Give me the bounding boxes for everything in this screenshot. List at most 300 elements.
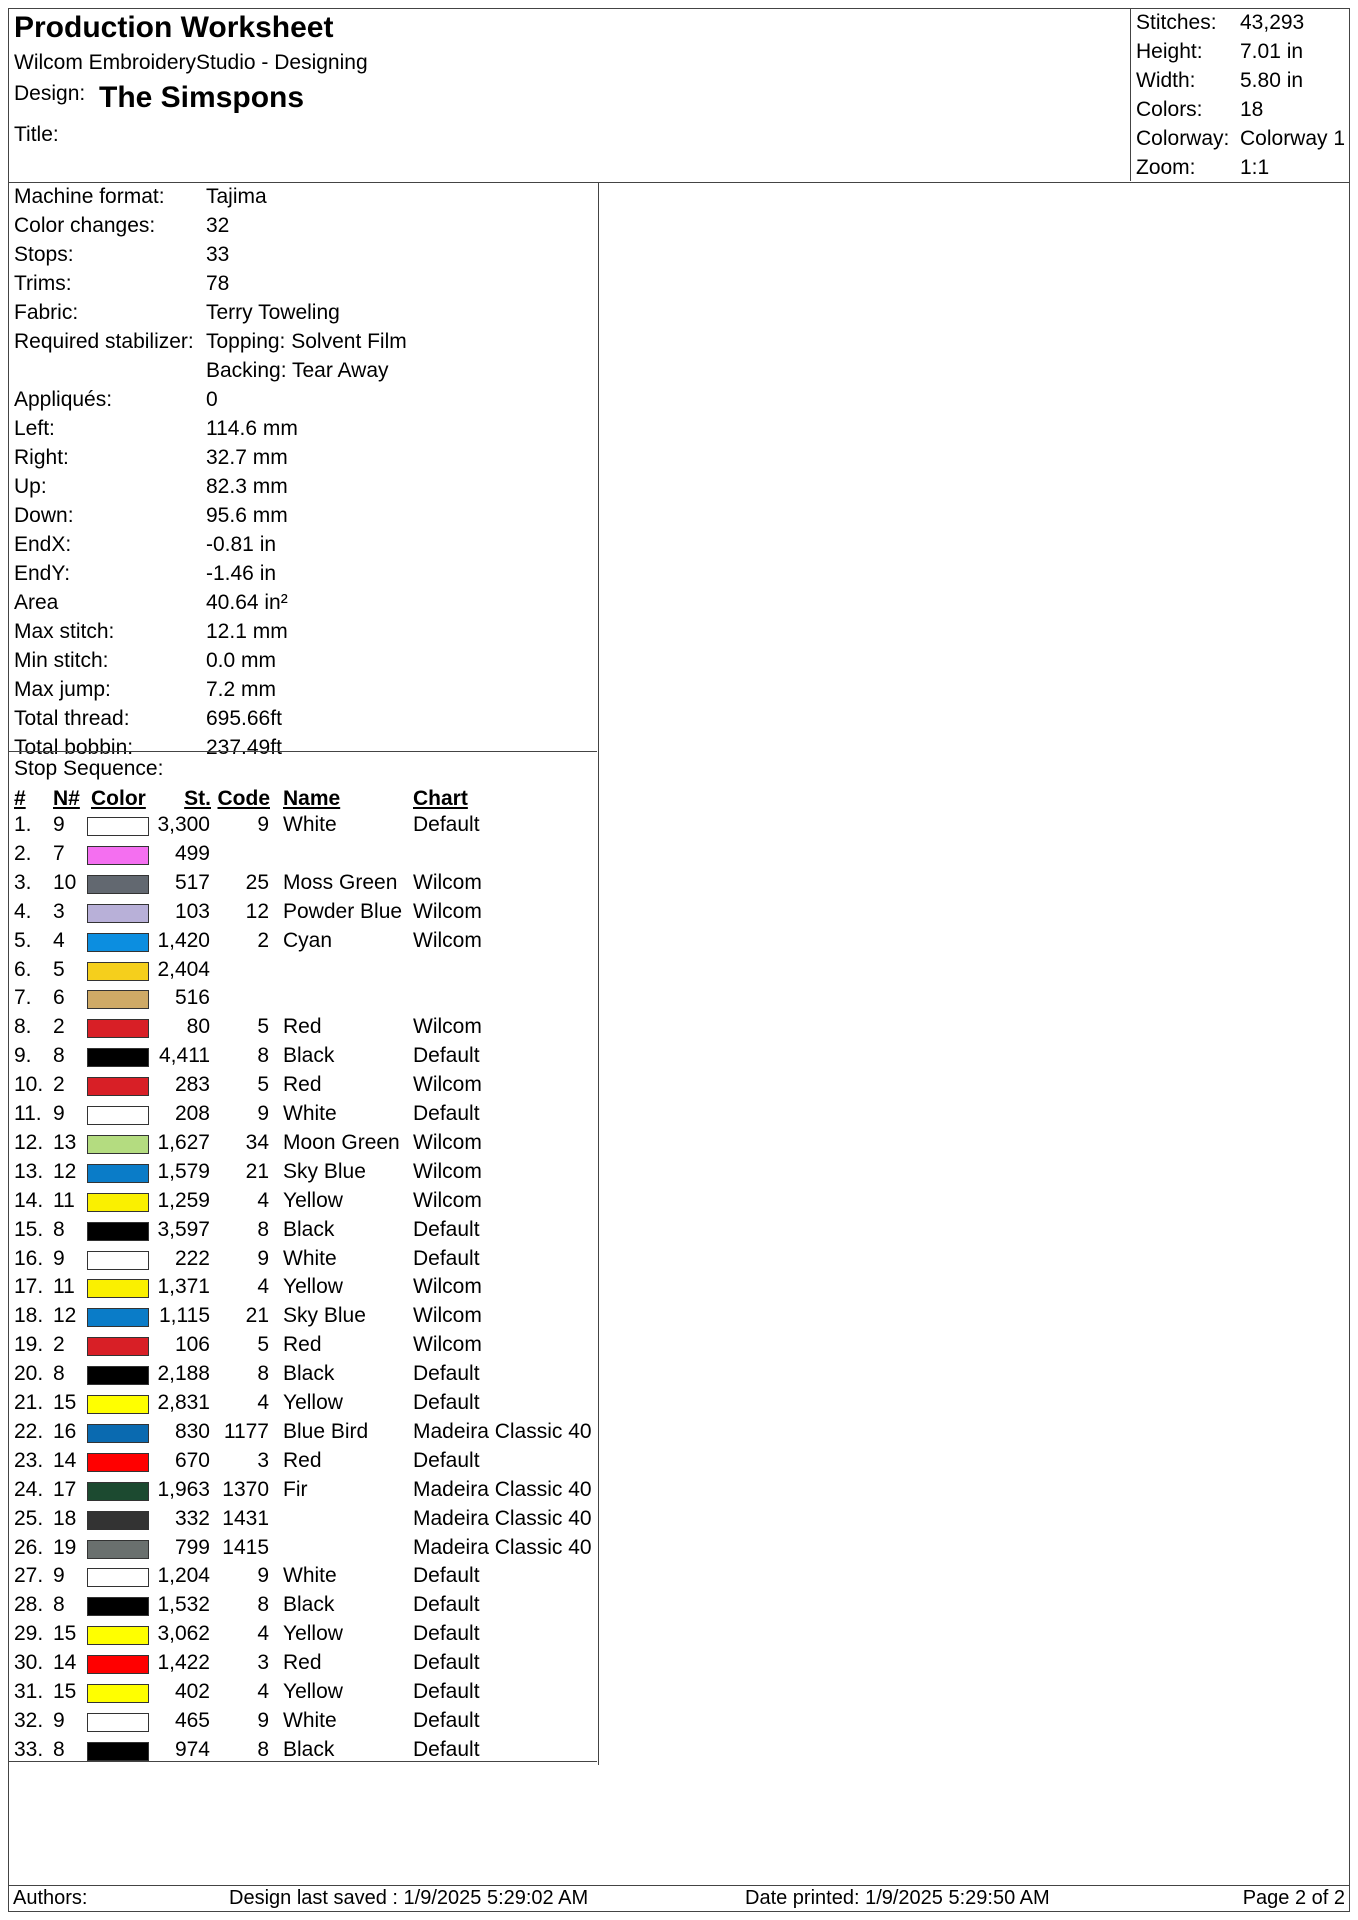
- row-code: 3: [257, 1448, 269, 1472]
- color-swatch: [87, 1077, 149, 1096]
- row-stitches: 516: [174, 986, 210, 1010]
- info-value: Topping: Solvent Film: [206, 330, 407, 353]
- row-index: 33.: [14, 1737, 44, 1761]
- row-name: Yellow: [283, 1188, 343, 1212]
- row-chart: Madeira Classic 40: [413, 1419, 592, 1443]
- row-index: 7.: [14, 986, 32, 1010]
- row-name: Sky Blue: [283, 1159, 366, 1183]
- row-index: 9.: [14, 1044, 32, 1068]
- row-code: 1177: [223, 1419, 269, 1443]
- info-label: Up:: [14, 475, 47, 498]
- row-stitches: 1,627: [157, 1130, 210, 1154]
- row-index: 5.: [14, 928, 32, 952]
- info-value: 12.1 mm: [206, 620, 288, 643]
- divider: [9, 751, 597, 752]
- stat-value: Colorway 1: [1240, 127, 1346, 150]
- info-label: Appliqués:: [14, 388, 113, 411]
- info-value: 695.66ft: [206, 707, 282, 730]
- row-stitches: 1,371: [157, 1275, 210, 1299]
- row-name: Powder Blue: [283, 899, 403, 923]
- stop-sequence-label: Stop Sequence:: [14, 757, 164, 780]
- stat-row: [1136, 11, 1350, 40]
- row-chart: Wilcom: [413, 1333, 482, 1357]
- stat-value: 7.01 in: [1240, 40, 1304, 63]
- worksheet-header: [9, 9, 1349, 183]
- row-chart: Madeira Classic 40: [413, 1535, 592, 1559]
- row-code: 5: [257, 1015, 269, 1039]
- row-name: Black: [283, 1217, 335, 1241]
- info-label: Machine format:: [14, 185, 165, 208]
- design-info-column: [9, 183, 599, 1765]
- table-row: [9, 1160, 597, 1189]
- table-row: [9, 1015, 597, 1044]
- info-label: Max stitch:: [14, 620, 115, 643]
- info-label: Min stitch:: [14, 649, 109, 672]
- table-row: [9, 1102, 597, 1131]
- row-stitches: 2,404: [157, 957, 210, 981]
- row-needle: 15: [53, 1622, 77, 1646]
- row-name: Cyan: [283, 928, 333, 952]
- row-index: 30.: [14, 1651, 44, 1675]
- info-label: Total thread:: [14, 707, 130, 730]
- row-index: 18.: [14, 1304, 44, 1328]
- row-needle: 9: [53, 1246, 65, 1270]
- table-row: [9, 1622, 597, 1651]
- row-needle: 8: [53, 1593, 65, 1617]
- row-code: 1431: [222, 1506, 269, 1530]
- color-swatch: [87, 875, 149, 894]
- color-swatch: [87, 1684, 149, 1703]
- stat-value: 43,293: [1240, 11, 1305, 34]
- row-chart: Wilcom: [413, 870, 482, 894]
- row-chart: Default: [413, 1391, 480, 1414]
- info-label: Area: [14, 591, 59, 614]
- table-row: [9, 1275, 597, 1304]
- info-value: -0.81 in: [206, 533, 277, 556]
- color-swatch: [87, 1222, 149, 1241]
- stat-value: 1:1: [1240, 156, 1270, 179]
- row-code: 3: [257, 1651, 269, 1675]
- row-code: 5: [257, 1333, 269, 1357]
- info-value: 7.2 mm: [206, 678, 277, 701]
- row-code: 4: [257, 1391, 269, 1414]
- row-index: 25.: [14, 1506, 44, 1530]
- table-row: [9, 1391, 597, 1420]
- table-row: [9, 813, 597, 842]
- row-stitches: 208: [174, 1102, 210, 1125]
- row-code: 25: [245, 870, 269, 894]
- color-swatch: [87, 817, 149, 836]
- table-row: [9, 1304, 597, 1333]
- row-stitches: 1,532: [157, 1593, 210, 1617]
- row-index: 20.: [14, 1362, 44, 1386]
- table-row: [9, 1073, 597, 1102]
- table-row: [9, 1738, 597, 1767]
- row-stitches: 1,579: [157, 1159, 210, 1183]
- info-value: 33: [206, 243, 230, 266]
- row-name: Black: [283, 1593, 335, 1617]
- color-swatch: [87, 1511, 149, 1530]
- stat-label: Zoom:: [1136, 156, 1196, 179]
- info-label: Right:: [14, 446, 69, 469]
- color-swatch: [87, 1395, 149, 1414]
- row-index: 26.: [14, 1535, 44, 1559]
- row-stitches: 1,115: [159, 1304, 210, 1328]
- row-index: 4.: [14, 899, 32, 923]
- info-label: Stops:: [14, 243, 74, 266]
- row-chart: Wilcom: [413, 1304, 482, 1328]
- row-code: 9: [257, 813, 269, 836]
- row-name: Yellow: [283, 1680, 343, 1703]
- stat-value: 5.80 in: [1240, 69, 1304, 92]
- row-index: 21.: [14, 1391, 44, 1414]
- row-stitches: 2,831: [157, 1391, 210, 1414]
- row-needle: 14: [53, 1448, 77, 1472]
- stat-value: 18: [1240, 98, 1264, 121]
- row-code: 8: [257, 1737, 269, 1761]
- row-chart: Default: [413, 1217, 480, 1241]
- row-name: Yellow: [283, 1275, 343, 1299]
- stat-label: Height:: [1136, 40, 1203, 63]
- row-name: White: [283, 813, 337, 836]
- row-needle: 17: [53, 1477, 77, 1501]
- info-label: Fabric:: [14, 301, 79, 324]
- row-chart: Wilcom: [413, 1188, 482, 1212]
- row-stitches: 465: [174, 1708, 210, 1732]
- design-name: The Simspons: [99, 81, 305, 114]
- row-needle: 3: [53, 899, 65, 923]
- info-label: Color changes:: [14, 214, 156, 237]
- table-row: [9, 1247, 597, 1276]
- row-stitches: 830: [174, 1419, 210, 1443]
- row-index: 8.: [14, 1015, 32, 1039]
- row-code: 8: [257, 1362, 269, 1386]
- table-row: [9, 1651, 597, 1680]
- row-stitches: 3,597: [157, 1217, 210, 1241]
- color-swatch: [87, 1540, 149, 1559]
- row-chart: Default: [413, 1362, 480, 1386]
- row-chart: Default: [413, 1448, 480, 1472]
- row-index: 15.: [14, 1217, 44, 1241]
- info-label: Total bobbin:: [14, 736, 134, 759]
- info-value: 78: [206, 272, 230, 295]
- col-header-chart: Chart: [413, 787, 468, 810]
- row-stitches: 1,963: [157, 1477, 210, 1501]
- row-chart: Default: [413, 813, 480, 836]
- color-swatch: [87, 1655, 149, 1674]
- row-needle: 8: [53, 1217, 65, 1241]
- row-code: 5: [257, 1073, 269, 1097]
- row-needle: 10: [53, 870, 77, 894]
- info-value: 32.7 mm: [206, 446, 288, 469]
- row-needle: 9: [53, 813, 65, 836]
- row-code: 12: [245, 899, 269, 923]
- color-swatch: [87, 1135, 149, 1154]
- row-stitches: 2,188: [157, 1362, 210, 1386]
- table-row: [9, 929, 597, 958]
- row-needle: 8: [53, 1044, 65, 1068]
- table-row: [9, 986, 597, 1015]
- color-swatch: [87, 1193, 149, 1212]
- row-chart: Wilcom: [413, 1130, 482, 1154]
- row-name: White: [283, 1102, 337, 1125]
- row-chart: Default: [413, 1593, 480, 1617]
- color-swatch: [87, 990, 149, 1009]
- table-row: [9, 1564, 597, 1593]
- info-label: EndX:: [14, 533, 72, 556]
- row-name: Yellow: [283, 1391, 343, 1414]
- row-index: 12.: [14, 1130, 44, 1154]
- col-header-needle: N#: [53, 787, 80, 810]
- row-name: White: [283, 1564, 337, 1588]
- row-needle: 11: [53, 1275, 75, 1299]
- col-header-name: Name: [283, 787, 341, 810]
- row-needle: 2: [53, 1333, 65, 1357]
- row-index: 1.: [14, 813, 32, 836]
- app-name: Wilcom EmbroideryStudio - Designing: [14, 51, 368, 74]
- row-stitches: 799: [174, 1535, 210, 1559]
- row-needle: 9: [53, 1564, 65, 1588]
- row-chart: Default: [413, 1564, 480, 1588]
- row-code: 9: [257, 1564, 269, 1588]
- info-value: Tajima: [206, 185, 267, 208]
- col-header-index: #: [14, 787, 26, 810]
- row-needle: 4: [53, 928, 65, 952]
- stat-label: Colorway:: [1136, 127, 1230, 150]
- color-swatch: [87, 1106, 149, 1125]
- color-swatch: [87, 904, 149, 923]
- row-stitches: 499: [174, 841, 210, 865]
- info-value: 95.6 mm: [206, 504, 288, 527]
- info-label: Required stabilizer:: [14, 330, 194, 353]
- info-label: Max jump:: [14, 678, 111, 701]
- table-row: [9, 1478, 597, 1507]
- color-swatch: [87, 846, 149, 865]
- row-code: 2: [257, 928, 269, 952]
- row-name: Black: [283, 1737, 335, 1761]
- table-row: [9, 1189, 597, 1218]
- worksheet-page: [8, 8, 1350, 1912]
- row-chart: Default: [413, 1044, 480, 1068]
- info-value: Terry Toweling: [206, 301, 340, 324]
- row-index: 2.: [14, 841, 32, 865]
- info-value: 0.0 mm: [206, 649, 277, 672]
- row-needle: 8: [53, 1737, 65, 1761]
- stat-label: Width:: [1136, 69, 1196, 92]
- row-needle: 18: [53, 1506, 77, 1530]
- row-stitches: 402: [174, 1680, 210, 1703]
- worksheet-footer: [9, 1885, 1349, 1911]
- row-name: Red: [283, 1448, 322, 1472]
- row-name: Yellow: [283, 1622, 343, 1646]
- color-swatch: [87, 1308, 149, 1327]
- footer-page: Page 2 of 2: [1242, 1887, 1345, 1909]
- row-needle: 15: [53, 1391, 77, 1414]
- info-value: 114.6 mm: [206, 417, 298, 440]
- footer-saved: Design last saved : 1/9/2025 5:29:02 AM: [229, 1887, 589, 1909]
- table-row: [9, 871, 597, 900]
- color-swatch: [87, 1713, 149, 1732]
- row-stitches: 1,422: [157, 1651, 210, 1675]
- row-stitches: 222: [174, 1246, 210, 1270]
- color-swatch: [87, 1164, 149, 1183]
- row-chart: Madeira Classic 40: [413, 1477, 592, 1501]
- row-chart: Default: [413, 1708, 480, 1732]
- color-swatch: [87, 1366, 149, 1385]
- row-code: 4: [257, 1622, 269, 1646]
- row-code: 9: [257, 1246, 269, 1270]
- row-stitches: 332: [174, 1506, 210, 1530]
- row-name: White: [283, 1246, 337, 1270]
- row-chart: Wilcom: [413, 1073, 482, 1097]
- stat-label: Stitches:: [1136, 11, 1217, 34]
- row-needle: 14: [53, 1651, 77, 1675]
- row-index: 13.: [14, 1159, 44, 1183]
- row-code: 8: [257, 1217, 269, 1241]
- row-stitches: 283: [174, 1073, 210, 1097]
- row-needle: 8: [53, 1362, 65, 1386]
- row-chart: Wilcom: [413, 1275, 482, 1299]
- table-row: [9, 1536, 597, 1565]
- row-index: 19.: [14, 1333, 44, 1357]
- row-code: 1370: [222, 1477, 269, 1501]
- table-row: [9, 900, 597, 929]
- row-index: 31.: [14, 1680, 44, 1703]
- row-code: 8: [257, 1593, 269, 1617]
- stat-row: [1136, 40, 1350, 69]
- row-index: 17.: [14, 1275, 44, 1299]
- color-swatch: [87, 962, 149, 981]
- table-row: [9, 1362, 597, 1391]
- row-code: 8: [257, 1044, 269, 1068]
- row-chart: Default: [413, 1246, 480, 1270]
- row-name: White: [283, 1708, 337, 1732]
- row-index: 22.: [14, 1419, 44, 1443]
- row-name: Black: [283, 1362, 335, 1386]
- row-needle: 5: [53, 957, 65, 981]
- stat-row: [1136, 156, 1350, 185]
- table-row: [9, 1420, 597, 1449]
- row-needle: 12: [53, 1159, 77, 1183]
- color-swatch: [87, 1742, 149, 1761]
- info-value: 32: [206, 214, 230, 237]
- row-code: 21: [245, 1159, 269, 1183]
- design-label: Design:: [14, 82, 86, 105]
- stat-row: [1136, 69, 1350, 98]
- col-header-stitches: St.: [184, 787, 211, 810]
- row-chart: Default: [413, 1737, 480, 1761]
- row-chart: Wilcom: [413, 899, 482, 923]
- info-value: Backing: Tear Away: [206, 359, 389, 382]
- table-row: [9, 1333, 597, 1362]
- row-index: 28.: [14, 1593, 44, 1617]
- row-chart: Default: [413, 1622, 480, 1646]
- info-value: -1.46 in: [206, 562, 277, 585]
- color-swatch: [87, 1251, 149, 1270]
- info-value: 82.3 mm: [206, 475, 288, 498]
- row-chart: Default: [413, 1102, 480, 1125]
- table-row: [9, 1709, 597, 1738]
- table-row: [9, 1218, 597, 1247]
- row-index: 16.: [14, 1246, 44, 1270]
- color-swatch: [87, 1626, 149, 1645]
- row-code: 4: [257, 1275, 269, 1299]
- row-index: 14.: [14, 1188, 44, 1212]
- row-name: Moon Green: [283, 1130, 400, 1154]
- row-name: Moss Green: [283, 870, 398, 894]
- table-row: [9, 1593, 597, 1622]
- row-needle: 9: [53, 1708, 65, 1732]
- color-swatch: [87, 1048, 149, 1067]
- color-swatch: [87, 1482, 149, 1501]
- row-name: Red: [283, 1015, 322, 1039]
- row-chart: Wilcom: [413, 1015, 482, 1039]
- info-value: 40.64 in²: [206, 591, 288, 614]
- stat-row: [1136, 98, 1350, 127]
- info-label: Down:: [14, 504, 74, 527]
- color-swatch: [87, 1424, 149, 1443]
- row-needle: 15: [53, 1680, 77, 1703]
- info-label: Left:: [14, 417, 55, 440]
- row-index: 23.: [14, 1448, 44, 1472]
- row-index: 24.: [14, 1477, 44, 1501]
- table-row: [9, 1449, 597, 1478]
- row-index: 6.: [14, 957, 32, 981]
- color-swatch: [87, 1597, 149, 1616]
- table-row: [9, 1044, 597, 1073]
- row-needle: 12: [53, 1304, 77, 1328]
- table-row: [9, 1131, 597, 1160]
- row-stitches: 3,300: [157, 813, 210, 836]
- row-stitches: 1,420: [157, 928, 210, 952]
- row-code: 4: [257, 1680, 269, 1703]
- row-code: 4: [257, 1188, 269, 1212]
- row-stitches: 670: [174, 1448, 210, 1472]
- row-chart: Wilcom: [413, 1159, 482, 1183]
- row-name: Fir: [283, 1477, 308, 1501]
- row-needle: 2: [53, 1015, 65, 1039]
- color-swatch: [87, 1568, 149, 1587]
- row-stitches: 4,411: [159, 1044, 210, 1068]
- row-stitches: 1,259: [157, 1188, 210, 1212]
- title-label: Title:: [14, 123, 59, 146]
- row-stitches: 103: [174, 899, 210, 923]
- row-name: Black: [283, 1044, 335, 1068]
- table-row: [9, 958, 597, 987]
- row-name: Red: [283, 1651, 322, 1675]
- row-index: 32.: [14, 1708, 44, 1732]
- row-needle: 19: [53, 1535, 77, 1559]
- stat-label: Colors:: [1136, 98, 1203, 121]
- row-stitches: 974: [174, 1737, 210, 1761]
- color-swatch: [87, 1453, 149, 1472]
- row-stitches: 3,062: [157, 1622, 210, 1646]
- row-stitches: 106: [174, 1333, 210, 1357]
- table-row: [9, 1507, 597, 1536]
- row-index: 29.: [14, 1622, 44, 1646]
- row-code: 9: [257, 1102, 269, 1125]
- row-index: 27.: [14, 1564, 44, 1588]
- row-chart: Madeira Classic 40: [413, 1506, 592, 1530]
- row-stitches: 1,204: [157, 1564, 210, 1588]
- col-header-color: Color: [91, 787, 146, 810]
- row-chart: Default: [413, 1651, 480, 1675]
- row-code: 9: [257, 1708, 269, 1732]
- row-needle: 13: [53, 1130, 77, 1154]
- col-header-code: Code: [217, 787, 270, 810]
- row-needle: 16: [53, 1419, 77, 1443]
- color-swatch: [87, 1337, 149, 1356]
